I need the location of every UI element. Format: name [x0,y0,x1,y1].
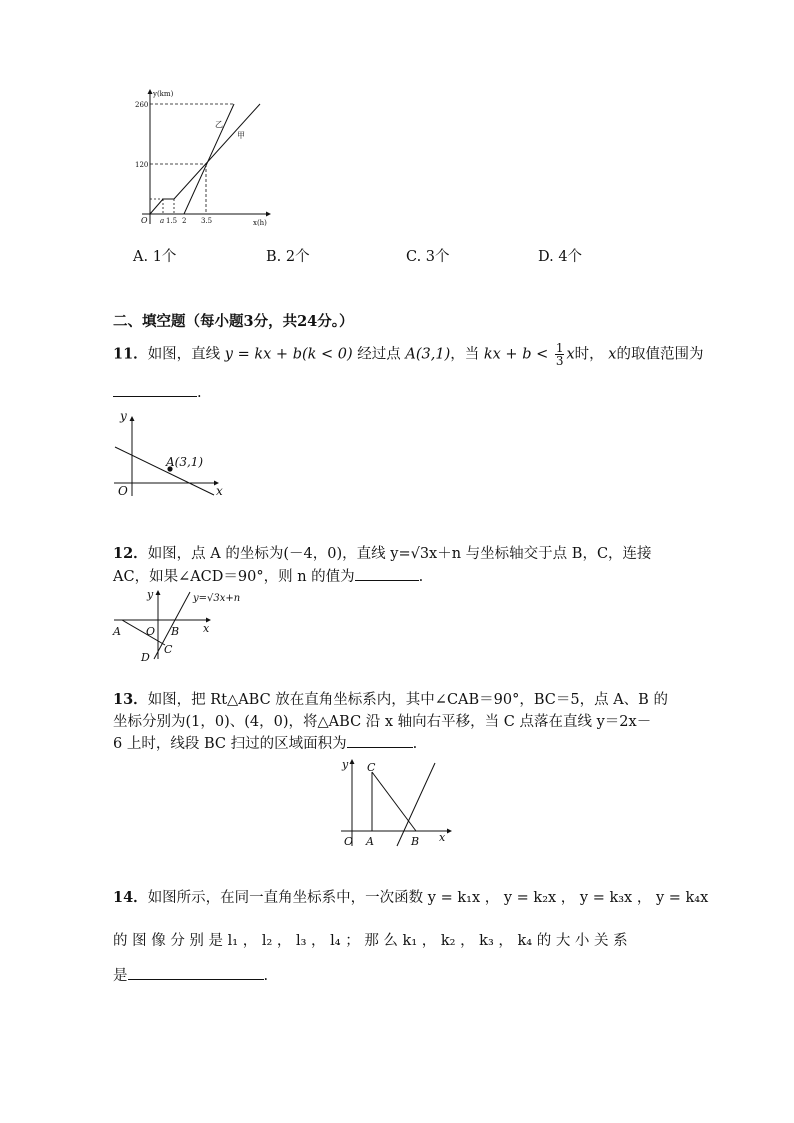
q12-text1: 如图，点 A 的坐标为(－4，0)，直线 y=√3x＋n 与坐标轴交于点 B，C，连接 [147,546,652,562]
fig10-xtick-3-5: 3.5 [201,217,213,225]
q13-figure [337,754,462,850]
x-axis-arrow [447,829,452,834]
q14-text2: 的 图 像 分 别 是 l₁ ， l₂ ， l₃ ， l₄ ； 那 么 k₁ ， k₂ ， k₃ ， k₄ 的 大 小 关 系 [113,933,628,949]
q11-var: x [566,346,575,363]
q12-fig-d: D [141,651,150,664]
q13-fig-a: A [366,835,374,848]
segment-ac [122,620,165,645]
line-yi [184,104,234,214]
q11-inequality: kx + b < [483,346,549,363]
q11-fig-o: O [118,484,128,498]
q11-number: 11． [113,345,148,363]
q11-answer-line: . [113,382,202,404]
fig10-y-label: y(km) [153,90,174,98]
y-axis-arrow [148,89,153,94]
q11-prefix: 如图，直线 [147,346,221,363]
fig10-label-jia: 甲 [237,131,245,140]
fig10-x-label: x(h) [253,219,267,227]
fig10-origin: O [141,216,148,225]
section-title: 二、填空题（每小题3分，共24分。） [113,313,354,330]
fig10-xtick-2: 2 [182,217,187,225]
q13-fig-o: O [344,835,354,848]
q11-var2: x [608,346,617,363]
q11-fig-x: x [216,484,223,498]
q14-text1: 如图所示，在同一直角坐标系中，一次函数 y = k₁x ， y = k₂x ， y = k₃x ， y = k₄x [147,890,709,906]
q14-line2 [113,930,628,952]
fig10-label-yi: 乙 [215,120,223,129]
q14-number: 14． [113,889,148,906]
q13-fig-b: B [411,835,420,848]
q12-answer-blank[interactable] [355,566,419,581]
q11-figure [108,406,233,501]
q12-fig-eq: y=√3x+n [193,593,241,604]
q14-line1 [113,887,708,909]
q10-option-c: C. 3个 [406,249,450,265]
q11-answer-blank[interactable] [113,382,197,397]
q10-figure [128,86,278,231]
q12-line1 [113,543,652,565]
q13-text2: 坐标分别为(1，0)、(4，0)，将△ABC 沿 x 轴向右平移，当 C 点落在直线 y＝2x－ [113,714,652,730]
fig10-ytick-260: 260 [135,101,149,109]
q12-fig-y: y [147,588,154,601]
q13-fig-y: y [342,758,349,771]
q11-fig-y: y [120,409,127,423]
q11-suffix2: 的取值范围为 [616,346,704,363]
y-axis-arrow [130,416,135,421]
q12-fig-c: C [164,643,173,656]
q10-option-a: A. 1个 [133,249,177,265]
line-jia [150,199,163,214]
q13-text3: 6 上时，线段 BC 扫过的区域面积为 [113,736,347,752]
q10-option-d: D. 4个 [538,249,583,265]
q12-line2: AC，如果∠ACD＝90°，则 n 的值为 . [113,566,423,588]
q13-fig-x: x [439,831,446,844]
q14-answer-blank[interactable] [128,965,264,980]
q12-fig-a: A [113,625,121,638]
q11-point: A(3,1) [405,346,451,363]
q12-number: 12． [113,545,148,562]
q11-formula: y = kx + b(k < 0) [224,346,353,363]
q13-answer-blank[interactable] [347,733,413,748]
q12-fig-x: x [203,622,210,635]
q11-fraction: $\frac{1}{3}$ [555,341,564,368]
fig10-ytick-120: 120 [135,161,149,169]
q14-text3: 是 [113,968,128,984]
q11-line1 [113,342,703,367]
q13-fig-c: C [367,761,376,774]
q13-number: 13． [113,691,148,708]
q11-mid2: ，当 [450,346,480,363]
q14-line3: 是 . [113,965,268,987]
q10-option-b: B. 2个 [266,249,310,265]
q13-line1 [113,689,668,711]
y-axis-arrow [350,759,355,764]
x-axis-arrow [266,212,271,217]
segment-cb [372,772,416,831]
q13-text1: 如图，把 Rt△ABC 放在直角坐标系内，其中∠CAB＝90°，BC＝5，点 A、B 的 [147,692,668,708]
q12-figure [110,587,250,665]
line-2x-6 [397,763,435,846]
q11-mid1: 经过点 [357,346,401,363]
q13-line3: 6 上时，线段 BC 扫过的区域面积为 . [113,733,417,755]
fig10-xtick-1-5: 1.5 [166,217,178,225]
q12-fig-b: B [171,625,180,638]
q12-text2: AC，如果∠ACD＝90°，则 n 的值为 [113,569,355,585]
q11-fig-a: A(3,1) [166,455,204,469]
q13-line2 [113,711,651,733]
q12-fig-o: O [146,625,156,638]
y-axis-arrow [156,590,161,595]
q11-suffix: 时， [574,346,604,363]
fig10-xtick-a: a [160,217,165,225]
